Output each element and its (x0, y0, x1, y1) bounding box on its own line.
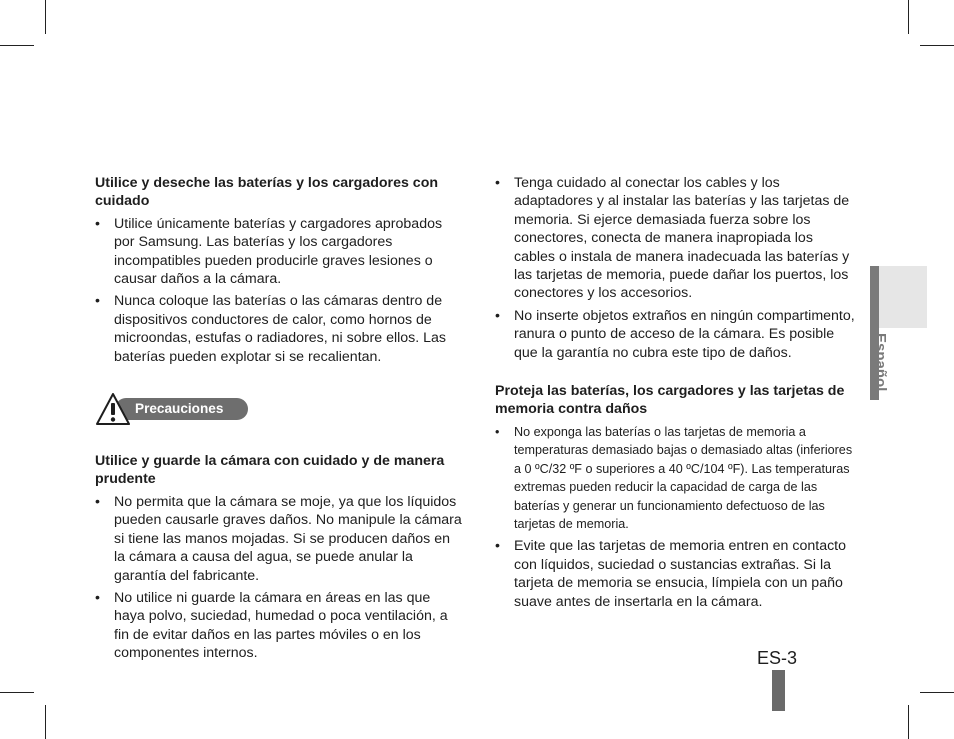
crop-mark-top-right-v (908, 0, 909, 34)
crop-mark-bottom-left-h (0, 692, 34, 693)
crop-mark-bottom-right-v (908, 705, 909, 739)
list-item: • No permita que la cámara se moje, ya que los líquidos pueden causarle graves daños. No manipule la cámara si tiene las manos mojadas. Si se producen daños en la cámara a causa del agua, se puede anular la garantía del fabricante. (95, 493, 463, 585)
list-item: • No inserte objetos extraños en ningún compartimento, ranura o punto de acceso de la cámara. Es posible que la garantía no cubra este tipo de daños. (495, 307, 855, 362)
warning-triangle-icon (95, 392, 131, 426)
list-item: • No utilice ni guarde la cámara en áreas en las que haya polvo, suciedad, humedad o poca ventilación, a fin de evitar daños en las partes móviles o en los componentes internos. (95, 589, 463, 663)
caution-label-text: Precauciones (135, 401, 224, 417)
crop-mark-top-left-h (0, 45, 34, 46)
section-heading-batteries: Utilice y deseche las baterías y los cargadores con cuidado (95, 175, 439, 210)
bullet-list-batteries (95, 215, 463, 366)
left-column (95, 174, 463, 667)
list-item: • Evite que las tarjetas de memoria entren en contacto con líquidos, suciedad o sustancias extrañas. Si la tarjeta de memoria se ensucia, límpiela con un paño suave antes de insertarla en la cámara. (495, 537, 855, 611)
right-column (495, 174, 855, 615)
page-number-bar (772, 670, 785, 711)
caution-label (115, 398, 248, 420)
bullet-list-protect (495, 423, 855, 611)
crop-mark-bottom-right-h (920, 692, 954, 693)
list-item: • No exponga las baterías o las tarjetas de memoria a temperaturas demasiado bajas o demasiado altas (inferiores a 0 ºC/32 ºF o superiores a 40 ºC/104 ºF). Las temperaturas extremas pueden reducir la capacidad de carga de las baterías y generar un funcionamiento defectuoso de las tarjetas de memoria. (495, 423, 855, 533)
list-item: • Tenga cuidado al conectar los cables y los adaptadores y al instalar las baterías y las tarjetas de memoria. Si ejerce demasiada fuerza sobre los conectores, conecta de manera inapropiada los cables o instala de manera inadecuada las baterías y las tarjetas de memoria, puede dañar los puertos, los conectores y los accesorios. (495, 174, 855, 303)
bullet-list-camera (95, 493, 463, 663)
page-number: ES-3 (757, 648, 798, 668)
caution-header (95, 392, 463, 426)
section-heading-protect: Proteja las baterías, los cargadores y las tarjetas de memoria contra daños (495, 383, 845, 418)
language-tab-label: Español (872, 333, 889, 392)
crop-mark-top-right-h (920, 45, 954, 46)
list-item: • Utilice únicamente baterías y cargadores aprobados por Samsung. Las baterías y los cargadores incompatibles pueden producirle graves lesiones o causar daños a la cámara. (95, 215, 463, 289)
crop-mark-top-left-v (45, 0, 46, 34)
bullet-list-connections (495, 174, 855, 362)
list-item: • Nunca coloque las baterías o las cámaras dentro de dispositivos conductores de calor, como hornos de microondas, estufas o radiadores, ni sobre ellos. Las baterías pueden explotar si se recalientan. (95, 292, 463, 366)
section-heading-camera: Utilice y guarde la cámara con cuidado y de manera prudente (95, 453, 445, 488)
crop-mark-bottom-left-v (45, 705, 46, 739)
